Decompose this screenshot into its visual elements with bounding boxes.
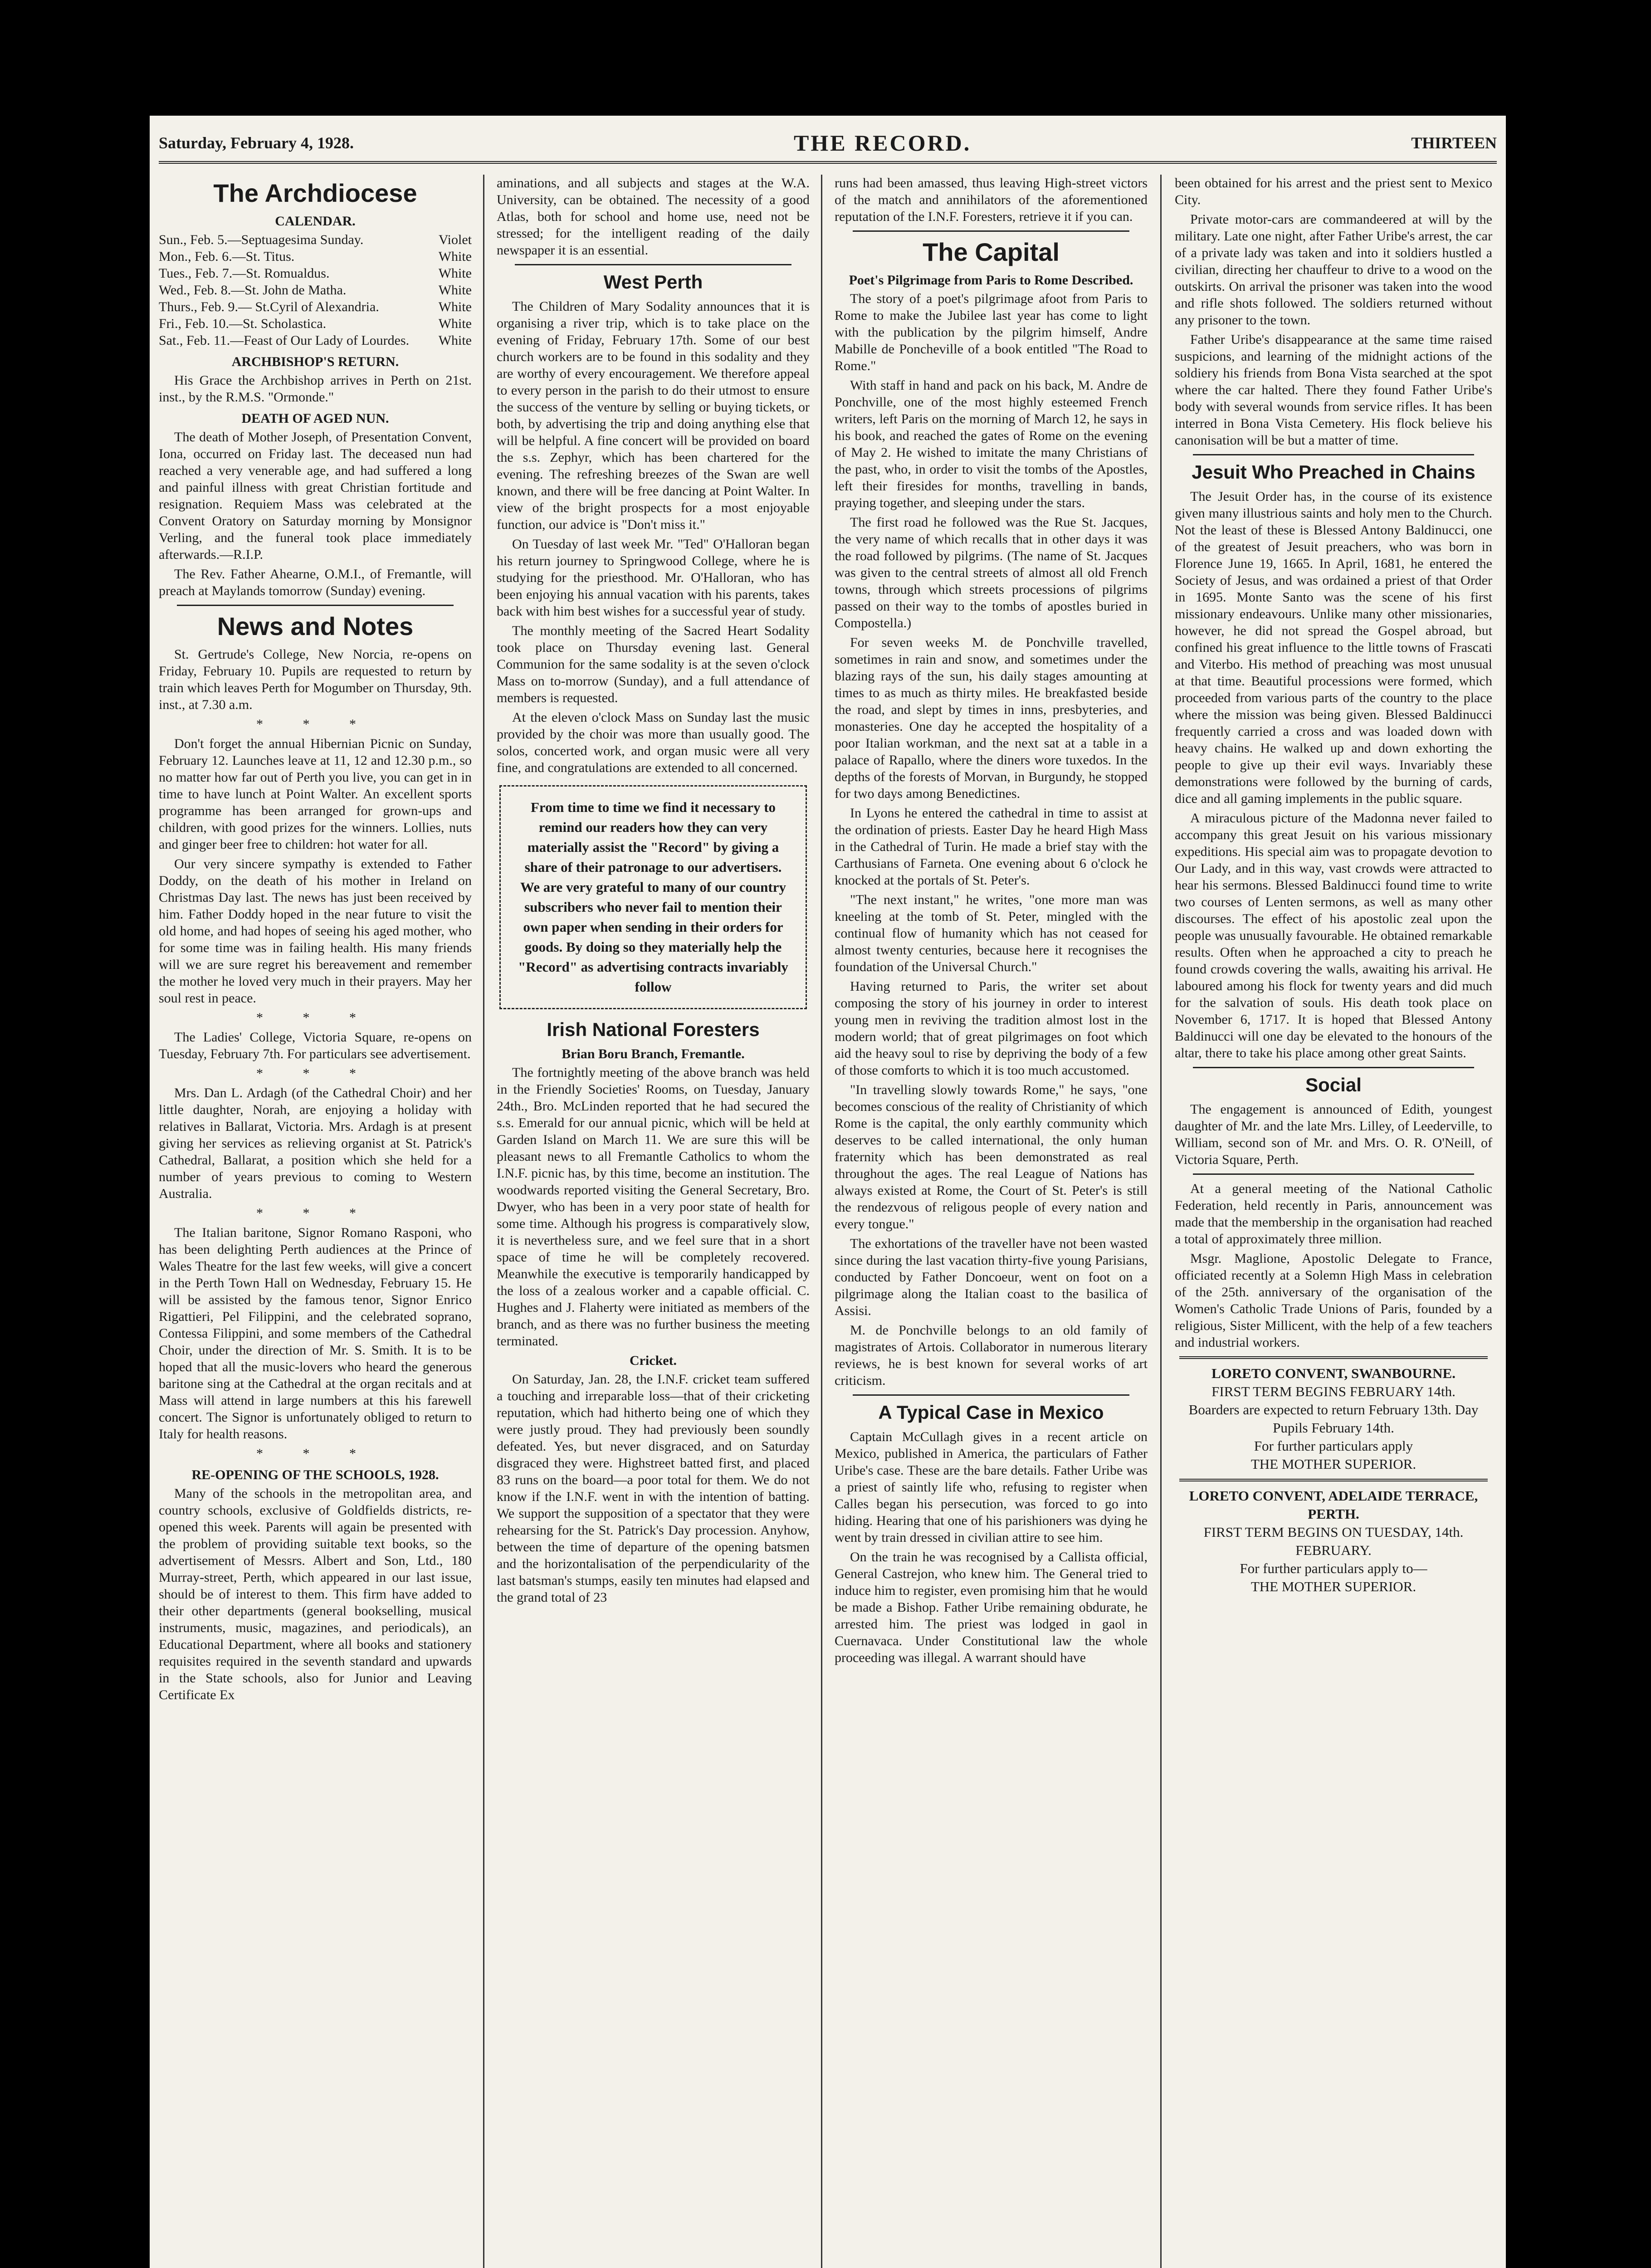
capital-heading: The Capital	[923, 238, 1060, 266]
capital-paragraph: The story of a poet's pilgrimage afoot from Paris to Rome to make the Jubilee last year has come to light with the publication by the pilgrim himself, Andre Mabille de Poncheville of a book entitled "The Road to Rome."	[835, 291, 1148, 373]
notice-line: FIRST TERM BEGINS ON TUESDAY, 14th. FEBRUARY.	[1203, 1524, 1464, 1558]
archbishop-return-heading: ARCHBISHOP'S RETURN.	[231, 354, 399, 369]
capital-paragraph: The exhortations of the traveller have not been wasted since during the last vacation thirty-five young Parisians, conducted by Father Doncoeur, went on foot on a pilgrimage along the Italian coast to the basilica of Assisi.	[835, 1236, 1148, 1318]
section-rule	[1179, 1479, 1488, 1481]
section-rule	[177, 605, 454, 606]
jesuit-paragraph: A miraculous picture of the Madonna never failed to accompany this great Jesuit on his various missionary expeditions. His special aim was to propagate devotion to Our Lady, and in this way, vast crowds were attracted to hear his sermons. Blessed Baldinucci found time to write two courses of Lenten sermons, as well as many other discourses. The effect of his apostolic zeal upon the people was unusually favourable. He obtained remarkable results. Often when he approached a city to preach he found crowds covering the walls, awaiting his arrival. He laboured among his flock for twenty years and did much for the salvation of souls. His death took place on November 6, 1717. It is hoped that Blessed Antony Baldinucci will one day be elevated to the honours of the altar, there to take his place among other great Saints.	[1175, 811, 1492, 1061]
section-rule	[1193, 1067, 1474, 1068]
federation-paragraph: At a general meeting of the National Catholic Federation, held recently in Paris, announcement was made that the membership in the organisation had reached a total of approximately three million.	[1175, 1181, 1492, 1246]
west-perth-paragraph: The Children of Mary Sodality announces that it is organising a river trip, which is to take place on the evening of Friday, February 17th. Some of our best church workers are to be found in this sodality and they are worthy of every encouragement. We therefore appeal to every person in the parish to do their utmost to ensure the success of the venture by selling or buying tickets, or both, by advertising the trip and doing anything else that will be helpful. A fine concert will be provided on board the s.s. Zephyr, which has been chartered for the evening. The refreshing breezes of the Swan are well known, and there will be free dancing at Point Walter. In view of the bright prospects for a most enjoyable function, our advice is "Don't miss it."	[497, 299, 810, 532]
mexico-paragraph: Private motor-cars are commandeered at will by the military. Late one night, after Father Uribe's arrest, the car of a private lady was taken and into it soldiers hustled a civilian, directing her chauffeur to drive to a wood on the outskirts. On arrival the prisoner was taken into the wood and rifle shots followed. The soldiers returned without any prisoner to the town.	[1175, 212, 1492, 327]
separator-stars: * * *	[256, 1446, 374, 1461]
section-rule	[853, 230, 1129, 232]
social-paragraph: The engagement is announced of Edith, youngest daughter of Mr. and the late Mrs. Lilley, of Leederville, to William, second son of Mr. and Mrs. O. R. O'Neill, of Victoria Square, Perth.	[1175, 1102, 1492, 1167]
news-paragraph: The Italian baritone, Signor Romano Rasponi, who has been delighting Perth audiences at the Prince of Wales Theatre for the last few weeks, will give a concert in the Perth Town Hall on Wednesday, February 15. He will be assisted by the famous tenor, Signor Enrico Rigattieri, Pel Filippini, and the celebrated soprano, Contessa Filippini, and some members of the Cathedral Choir, under the direction of Mr. S. Smith. It is to be hoped that all the music-lovers who heard the generous baritone sing at the Cathedral at the organ recitals and at Mass will attend in large numbers at this his farewell concert. The Signor is unfortunately obliged to return to Italy for health reasons.	[159, 1225, 472, 1442]
notice-title: LORETO CONVENT, SWANBOURNE.	[1211, 1365, 1456, 1381]
west-perth-paragraph: On Tuesday of last week Mr. "Ted" O'Halloran began his return journey to Springwood College, where he is studying for the priesthood. Mr. O'Halloran, who has been enjoying his annual vacation with his parents, takes back with him best wishes for a successful year of study.	[497, 537, 810, 619]
news-heading: News and Notes	[217, 612, 414, 640]
social-heading: Social	[1305, 1074, 1362, 1095]
capital-paragraph: The first road he followed was the Rue St. Jacques, the very name of which recalls that in other days it was the road followed by pilgrims. (The name of St. Jacques was given to the central streets of almost all old French towns, through which streets processions of pilgrims passed on their way to the tombs of apostles buried in Compostella.)	[835, 515, 1148, 631]
foresters-subheading: Brian Boru Branch, Fremantle.	[562, 1046, 745, 1061]
newspaper-page	[150, 116, 1506, 2268]
calendar-heading: CALENDAR.	[275, 214, 356, 229]
capital-paragraph: "In travelling slowly towards Rome," he says, "one becomes conscious of the reality of Christianity of which Rome is the capital, the only earthly community which deserves to be called international, the only human fraternity which has been demonstrated as real throughout the ages. The real League of Nations has always existed at Rome, the Court of St. Peter's is still the rendezvous of religous people of every nation and every tongue."	[835, 1082, 1148, 1232]
capital-paragraph: With staff in hand and pack on his back, M. Andre de Ponchville, one of the most highly esteemed French writers, left Paris on the morning of March 12, he says in his book, and reached the gates of Rome on the evening of May 2. He wished to imitate the many Christians of the past, who, in order to visit the tombs of the Apostles, left their firesides for months, travelling in bands, praying together, and sleeping under the stars.	[835, 378, 1148, 510]
mexico-paragraph: Father Uribe's disappearance at the same time raised suspicions, and learning of the midnight actions of the soldiery his friends from Bona Vista searched at the spot where the car halted. There they found Father Uribe's body with several wounds from service rifles. It has been interred in Bona Vista Cemetery. His flock believe his canonisation will be but a matter of time.	[1175, 332, 1492, 448]
jesuit-heading: Jesuit Who Preached in Chains	[1192, 461, 1475, 483]
capital-paragraph: For seven weeks M. de Ponchville travelled, sometimes in rain and snow, and sometimes under the blazing rays of the sun, his daily stages amounting at times to as much as thirty miles. He breakfasted beside the road, and slept by times in inns, presbyteries, and monasteries. One day he accepted the hospitality of a poor Italian workman, and the next sat at a table in a palace of Rapallo, where the diners wore tuxedos. In the depths of the forests of Morvan, in Burgundy, he stopped for two days among Benedictines.	[835, 635, 1148, 801]
column-4	[1175, 175, 1492, 2268]
advertiser-notice-box: From time to time we find it necessary to remind our readers how they can very materially assist the "Record" by giving a share of their patronage to our advertisers. We are very grateful to many of our country subscribers who never fail to mention their own paper when sending in their orders for goods. By doing so they materially help the "Record" as advertising contracts invariably follow	[499, 785, 807, 1009]
column-3	[835, 175, 1148, 2268]
calendar-entry: Mon., Feb. 6.—St. Titus. White	[159, 249, 472, 264]
notice-title: LORETO CONVENT, ADELAIDE TERRACE, PERTH.	[1189, 1488, 1478, 1522]
issue-date: Saturday, February 4, 1928.	[159, 134, 354, 152]
aged-nun-text: The death of Mother Joseph, of Presentation Convent, Iona, occurred on Friday last. The deceased nun had reached a very venerable age, and had suffered a long and painful illness with great Christian fortitude and resignation. Requiem Mass was celebrated at the Convent Oratory on Saturday morning by Monsignor Verling, and the funeral took place immediately afterwards.—R.I.P.	[159, 430, 472, 562]
west-perth-paragraph: The monthly meeting of the Sacred Heart Sodality took place on Thursday evening last. General Communion for the same sodality is at the seven o'clock Mass on to-morrow (Sunday), and a full attendance of members is requested.	[497, 623, 810, 705]
cricket-text: On Saturday, Jan. 28, the I.N.F. cricket team suffered a touching and irreparable loss—that of their cricketing reputation, which had hitherto being one of which they were justly proud. They had previously been soundly defeated. Yes, but never disgraced, and on Saturday disgraced they were. Highstreet batted first, and placed 83 runs on the board—a poor total for them. We do not know if the I.N.F. went in with the intention of batting. We support the supposition of a spectator that they were rehearsing for the St. Patrick's Day procession. Anyhow, between the time of departure of the opening batsmen and the horizontalisation of the perpendicularity of the last batsman's stumps, easily ten minutes had elapsed and the grand total of 23	[497, 1372, 810, 1605]
column-divider	[1160, 175, 1162, 2268]
notice-line: THE MOTHER SUPERIOR.	[1250, 1579, 1417, 1594]
calendar-list	[159, 231, 472, 349]
news-paragraph: Our very sincere sympathy is extended to Father Doddy, on the death of his mother in Ireland on Christmas Day last. The news has just been received by him. Father Doddy hoped in the near future to visit the old home, and had hopes of seeing his aged mother, who for some time was in failing health. His many friends will we are sure regret his bereavement and remember the mother he loved very much in their prayers. May her soul rest in peace.	[159, 856, 472, 1006]
column-2	[497, 175, 810, 2268]
west-perth-heading: West Perth	[603, 271, 703, 293]
notice-line: For further particulars apply	[1254, 1438, 1413, 1454]
capital-subheading: Poet's Pilgrimage from Paris to Rome Described.	[849, 273, 1133, 288]
capital-paragraph: In Lyons he entered the cathedral in time to assist at the ordination of priests. Easter Day he heard High Mass in the Cathedral of Turin. He made a brief stay with the Carthusians of Farneta. One evening about 6 o'clock he knocked at the portals of St. Peter's.	[835, 806, 1148, 888]
calendar-entry: Tues., Feb. 7.—St. Romualdus. White	[159, 266, 472, 281]
jesuit-paragraph: The Jesuit Order has, in the course of its existence given many illustrious saints and holy men to the Church. Not the least of these is Blessed Antony Baldinucci, one of the greatest of Jesuit preachers, who was born in Florence June 19, 1665. In April, 1681, he entered the Society of Jesus, and was ordained a priest of that Order in 1695. Monte Santo was the scene of his first missionary endeavours. Unlike many other missionaries, however, he did not spread the Gospel abroad, but confined his great influence to the little towns of Frascati and Viterbo. His method of preaching was most unusual at that time. Beautiful processions were formed, which proceeded from various parts of the country to the place where the mission was being given. Blessed Baldinucci frequently carried a cross and was loaded down with heavy chains. He walked up and down exhorting the people to give up their evil ways. Invariably these demonstrations were followed by the burning of cards, dice and all gaming implements in the public square.	[1175, 489, 1492, 806]
column-divider	[821, 175, 822, 2268]
ahearne-notice: The Rev. Father Ahearne, O.M.I., of Fremantle, will preach at Maylands tomorrow (Sunday) evening.	[159, 567, 472, 598]
page-number: THIRTEEN	[1411, 134, 1497, 152]
news-paragraph: The Ladies' College, Victoria Square, re-opens on Tuesday, February 7th. For particulars see advertisement.	[159, 1030, 472, 1061]
notice-line: Boarders are expected to return February 13th. Day Pupils February 14th.	[1188, 1402, 1479, 1436]
calendar-entry: Sun., Feb. 5.—Septuagesima Sunday. Violet	[159, 232, 472, 247]
mexico-paragraph: On the train he was recognised by a Callista official, General Castrejon, who knew him. The General tried to induce him to register, even promising him that he would be made a Bishop. Father Uribe remaining obdurate, he arrested him. The priest was lodged in gaol in Cuernavaca. Under Constitutional law the whole proceeding was illegal. A warrant should have	[835, 1549, 1148, 1665]
mexico-paragraph: Captain McCullagh gives in a recent article on Mexico, published in America, the particulars of Father Uribe's case. These are the bare details. Father Uribe was a priest of saintly life who, refusing to register when Calles began his persecution, was forced to go into hiding. Hearing that one of his parishioners was dying he went by train dressed in civilian attire to see him.	[835, 1429, 1148, 1545]
federation-paragraph: Msgr. Maglione, Apostolic Delegate to France, officiated recently at a Solemn High Mass in celebration of the 25th. anniversary of the organisation of the Women's Catholic Trade Unions of Paris, founded by a religious, Sister Millicent, with the help of a few teachers and industrial workers.	[1175, 1251, 1492, 1350]
masthead	[159, 125, 1497, 164]
separator-stars: * * *	[256, 1010, 374, 1025]
section-rule	[1193, 1173, 1474, 1175]
archbishop-return-text: His Grace the Archbishop arrives in Perth on 21st. inst., by the R.M.S. "Ormonde."	[159, 373, 472, 405]
newspaper-title: THE RECORD.	[793, 130, 972, 156]
capital-paragraph: Having returned to Paris, the writer set about composing the story of his journey in order to interest young men in reviving the tradition almost lost in the modern world; that of great pilgrimages on foot which aid the heavy soul to rise by depriving the body of a few of those comforts to which it is too much accustomed.	[835, 979, 1148, 1078]
separator-stars: * * *	[256, 717, 374, 732]
notice-line: THE MOTHER SUPERIOR.	[1250, 1456, 1417, 1472]
news-paragraph: Don't forget the annual Hibernian Picnic on Sunday, February 12. Launches leave at 11, 12 and 12.30 p.m., so no matter how far out of Perth you live, you can get in in time to have lunch at Point Walter. An excellent sports programme has been arranged for grown-ups and children, with good prizes for the winners. Lollies, nuts and ginger beer free to children: hot water for all.	[159, 736, 472, 852]
section-rule	[515, 264, 791, 265]
column-1	[159, 175, 472, 2268]
notice-line: For further particulars apply to—	[1240, 1560, 1427, 1576]
continued-text: runs had been amassed, thus leaving High-street victors of the match and annihilators of the aforementioned reputation of the I.N.F. Foresters, retrieve it if you can.	[835, 176, 1148, 224]
continued-text: been obtained for his arrest and the priest sent to Mexico City.	[1175, 176, 1492, 207]
mexico-heading: A Typical Case in Mexico	[878, 1402, 1104, 1423]
loreto-perth-notice	[1175, 1487, 1492, 1596]
separator-stars: * * *	[256, 1206, 374, 1221]
section-rule	[853, 1394, 1129, 1396]
west-perth-paragraph: At the eleven o'clock Mass on Sunday last the music provided by the choir was more than usually good. The solos, concerted work, and organ music were all very fine, and congratulations are extended to all concerned.	[497, 710, 810, 775]
continued-text: aminations, and all subjects and stages at the W.A. University, can be obtained. The necessity of a good Atlas, both for school and home use, need not be stressed; for the intelligent reading of the daily newspaper it is an essential.	[497, 176, 810, 258]
news-paragraph: St. Gertrude's College, New Norcia, re-opens on Friday, February 10. Pupils are requested to return by train which leaves Perth for Mogumber on Thursday, 9th. inst., at 7.30 a.m.	[159, 647, 472, 712]
archdiocese-heading: The Archdiocese	[213, 179, 417, 207]
schools-text: Many of the schools in the metropolitan area, and country schools, exclusive of Goldfields districts, re-opened this week. Parents will again be presented with the problem of providing suitable text books, so the advertisement of Messrs. Albert and Son, Ltd., 180 Murray-street, Perth, which appeared in our last issue, should be of interest to them. This firm have added to their other departments (general bookselling, musical instruments, music, magazines, and periodicals), an Educational Department, where all books and stationery requisites required in the seventh standard and upwards in the State schools, also for Junior and Leaving Certificate Ex	[159, 1486, 472, 1702]
column-divider	[483, 175, 484, 2268]
capital-paragraph: "The next instant," he writes, "one more man was kneeling at the tomb of St. Peter, mingled with the continual flow of humanity which has not ceased for almost twenty centuries, because here it recognises the foundation of the Universal Church."	[835, 892, 1148, 974]
calendar-entry: Fri., Feb. 10.—St. Scholastica. White	[159, 316, 472, 331]
schools-heading: RE-OPENING OF THE SCHOOLS, 1928.	[191, 1467, 439, 1482]
capital-paragraph: M. de Ponchville belongs to an old family of magistrates of Artois. Collaborator in numerous literary reviews, he is best known for several works of art criticism.	[835, 1323, 1148, 1388]
notice-line: FIRST TERM BEGINS FEBRUARY 14th.	[1211, 1383, 1456, 1399]
calendar-entry: Wed., Feb. 8.—St. John de Matha. White	[159, 283, 472, 298]
calendar-entry: Thurs., Feb. 9.— St.Cyril of Alexandria. White	[159, 299, 472, 314]
calendar-entry: Sat., Feb. 11.—Feast of Our Lady of Lourdes. White	[159, 333, 472, 348]
section-rule	[1179, 1356, 1488, 1359]
foresters-heading: Irish National Foresters	[547, 1019, 760, 1040]
cricket-heading: Cricket.	[629, 1353, 677, 1368]
aged-nun-heading: DEATH OF AGED NUN.	[241, 411, 389, 426]
loreto-swanbourne-notice	[1175, 1364, 1492, 1473]
foresters-text: The fortnightly meeting of the above branch was held in the Friendly Societies' Rooms, on Tuesday, January 24th., Bro. McLinden reported that he had secured the s.s. Emerald for our annual picnic, which will be held at Garden Island on March 11. We are sure this will be pleasant news to all Fremantle Catholics to whom the I.N.F. picnic has, by this time, become an institution. The woodwards reported visiting the General Secretary, Bro. Dwyer, who has been in a very poor state of health for some time. Although his progress is comparatively slow, it is nevertheless sure, and we feel sure that in a short space of time he will be completely recovered. Meanwhile the executive is temporarily handicapped by the loss of a zealous worker and a capable official. C. Hughes and J. Flaherty were initiated as members of the branch, and as there was no further business the meeting terminated.	[497, 1065, 810, 1349]
separator-stars: * * *	[256, 1066, 374, 1081]
news-paragraph: Mrs. Dan L. Ardagh (of the Cathedral Choir) and her little daughter, Norah, are enjoying a holiday with relatives in Ballarat, Victoria. Mrs. Ardagh is at present giving her services as relieving organist at St. Patrick's Cathedral, Ballarat, a position which she held for a number of years previous to coming to Western Australia.	[159, 1085, 472, 1201]
section-rule	[1193, 454, 1474, 455]
